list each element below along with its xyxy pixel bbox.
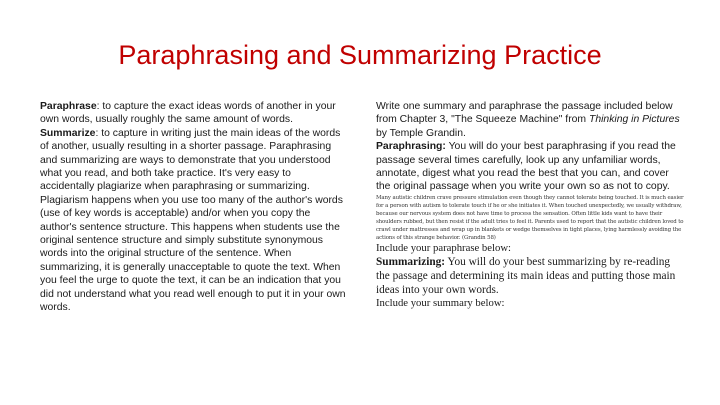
summarize-definition: : to capture in writing just the main ideas of the words of another, usually resulting in a shorter passage. Paraphrasing and summarizing are ways to demonstrate that you understood what you read, and both take practice. It's very easy to accidentally plagiarize when paraphrasing or summarizing. Plagiarism happens when you use too many of the author's words (use of key words is acceptable) and/or when you copy the author's sentence structure. This happens when students use the original sentence structure and simply substitute synonymous words into the original structure of the sentence. When summarizing, it is generally unacceptable to quote the text. When you feel the urge to quote the text, it can be an indication that you did not understand what you read well enough to put it in your own words. [40,127,346,314]
intro-author: by Temple Grandin. [376,127,466,139]
include-paraphrase-prompt: Include your paraphrase below: [376,242,512,255]
instructions-column [376,100,684,310]
quoted-passage: Many autistic children crave pressure stimulation even though they cannot tolerate being touched. It is much easier for a person with autism to tolerate touch if he or she initiates it. When touched unexpectedly, we usually withdraw, because our nervous system does not have time to process the sensation. Often little kids want to have their shoulders rubbed, but then resist if the adult tries to feel it. Parents used to report that the autistic children loved to crawl under mattresses and wrap up in blankets or wedge themselves in tight places, lying harmlessly avoiding the actions of this strange behavior. (Grandin 58) [376,194,684,242]
intro-text: Write one summary and paraphrase the passage included below from Chapter 3, "The Squeeze Machine" from [376,101,673,126]
paraphrasing-instruction [376,140,684,194]
intro-paragraph [376,100,684,140]
include-summary-prompt: Include your summary below: [376,297,505,309]
summarizing-label: Summarizing: [376,256,446,268]
book-title: Thinking in Pictures [588,114,680,126]
paraphrase-term: Paraphrase [40,101,97,112]
summarizing-instruction [376,255,684,297]
paraphrasing-text: You will do your best paraphrasing if you read the passage several times carefully, look up any unfamiliar words, annotate, digest what you read the best that you can, and cover the original passage when you write your own so as not to copy. [376,141,676,193]
definitions-column [40,100,346,315]
summarizing-text: You will do your best summarizing by re-reading the passage and determining its main ideas and putting those main ideas into your own words. [376,256,676,296]
summarize-term: Summarize [40,127,96,139]
page-title: Paraphrasing and Summarizing Practice [118,40,602,70]
definitions-text [40,100,346,315]
paraphrase-definition: : to capture the exact ideas words of another in your own words, usually roughly the same amount of words. [40,101,336,126]
paraphrasing-label: Paraphrasing: [376,141,446,153]
